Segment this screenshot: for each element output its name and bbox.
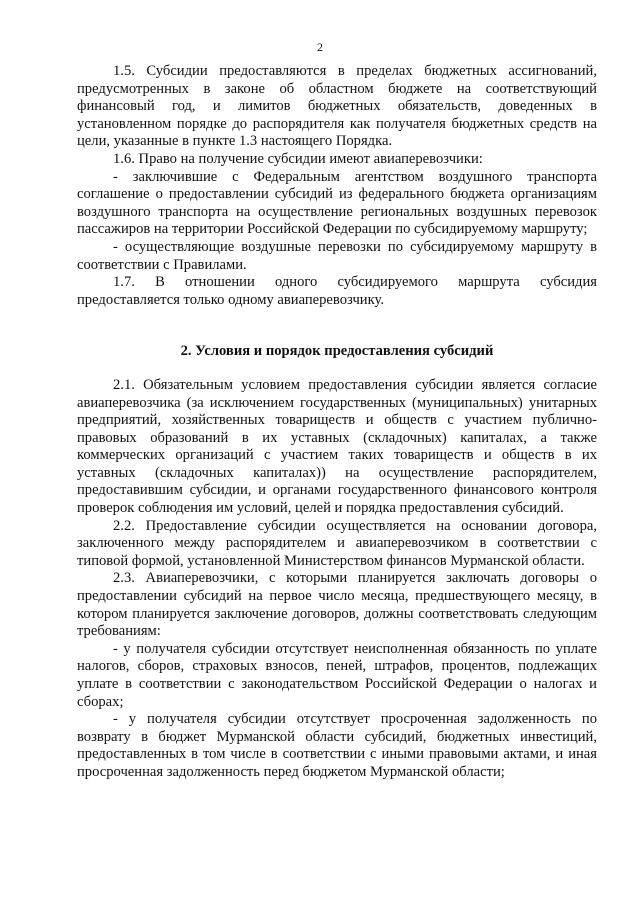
paragraph-2-3-item-1: - у получателя субсидии отсутствует неисполненная обязанность по уплате налогов, сборов, страховых взносов, пеней, штрафов, процентов, подлежащих уплате в соответствии с законодательством Российской Федерации о налогах и сборах; xyxy=(77,640,597,710)
section-spacer xyxy=(77,309,597,343)
paragraph-1-5: 1.5. Субсидии предоставляются в пределах бюджетных ассигнований, предусмотренных в законе об областном бюджете на соответствующий финансовый год, и лимитов бюджетных обязательств, доведенных в установленном порядке до распорядителя как получателя бюджетных средств на цели, указанные в пункте 1.3 настоящего Порядка. xyxy=(77,63,597,150)
paragraph-2-2: 2.2. Предоставление субсидии осуществляется на основании договора, заключенного между распорядителем и авиаперевозчиком в соответствии с типовой формой, установленной Министерством финансов Мурманской области. xyxy=(77,517,597,569)
paragraph-2-1: 2.1. Обязательным условием предоставления субсидии является согласие авиаперевозчика (за исключением государственных (муниципальных) унитарных предприятий, хозяйственных товариществ и обществ с участием публично-правовых образований в их уставных (складочных) капиталах, а также коммерческих организаций с участием таких товариществ и обществ в их уставных (складочных капиталах)) на осуществление распорядителем, предоставившим субсидии, и органами государственного финансового контроля проверок соблюдения им условий, целей и порядка предоставления субсидий. xyxy=(77,376,597,517)
document-body xyxy=(77,63,597,782)
paragraph-1-6-item-2: - осуществляющие воздушные перевозки по субсидируемому маршруту в соответствии с Правилами. xyxy=(77,238,597,273)
paragraph-1-7: 1.7. В отношении одного субсидируемого маршрута субсидия предоставляется только одному авиаперевозчику. xyxy=(77,274,597,308)
paragraph-2-3-item-2: - у получателя субсидии отсутствует просроченная задолженность по возврату в бюджет Мурманской области субсидий, бюджетных инвестиций, предоставленных в том числе в соответствии с иными правовыми актами, и иная просроченная задолженность перед бюджетом Мурманской области; xyxy=(77,711,597,780)
paragraph-1-6: 1.6. Право на получение субсидии имеют авиаперевозчики: xyxy=(113,150,483,167)
section-2-heading: 2. Условия и порядок предоставления субсидий xyxy=(180,343,494,360)
paragraph-2-3: 2.3. Авиаперевозчики, с которыми планируется заключать договоры о предоставлении субсидий на первое число месяца, предшествующего месяцу, в котором планируется заключение договоров, должны соответствовать следующим требованиям: xyxy=(77,570,597,640)
heading-spacer xyxy=(77,361,597,377)
page-number: 2 xyxy=(317,40,323,54)
paragraph-1-6-item-1: - заключившие с Федеральным агентством воздушного транспорта соглашение о предоставлении субсидий из федерального бюджета организациям воздушного транспорта на осуществление региональных воздушных перевозок пассажиров на территории Российской Федерации по субсидируемому маршруту; xyxy=(77,168,597,238)
